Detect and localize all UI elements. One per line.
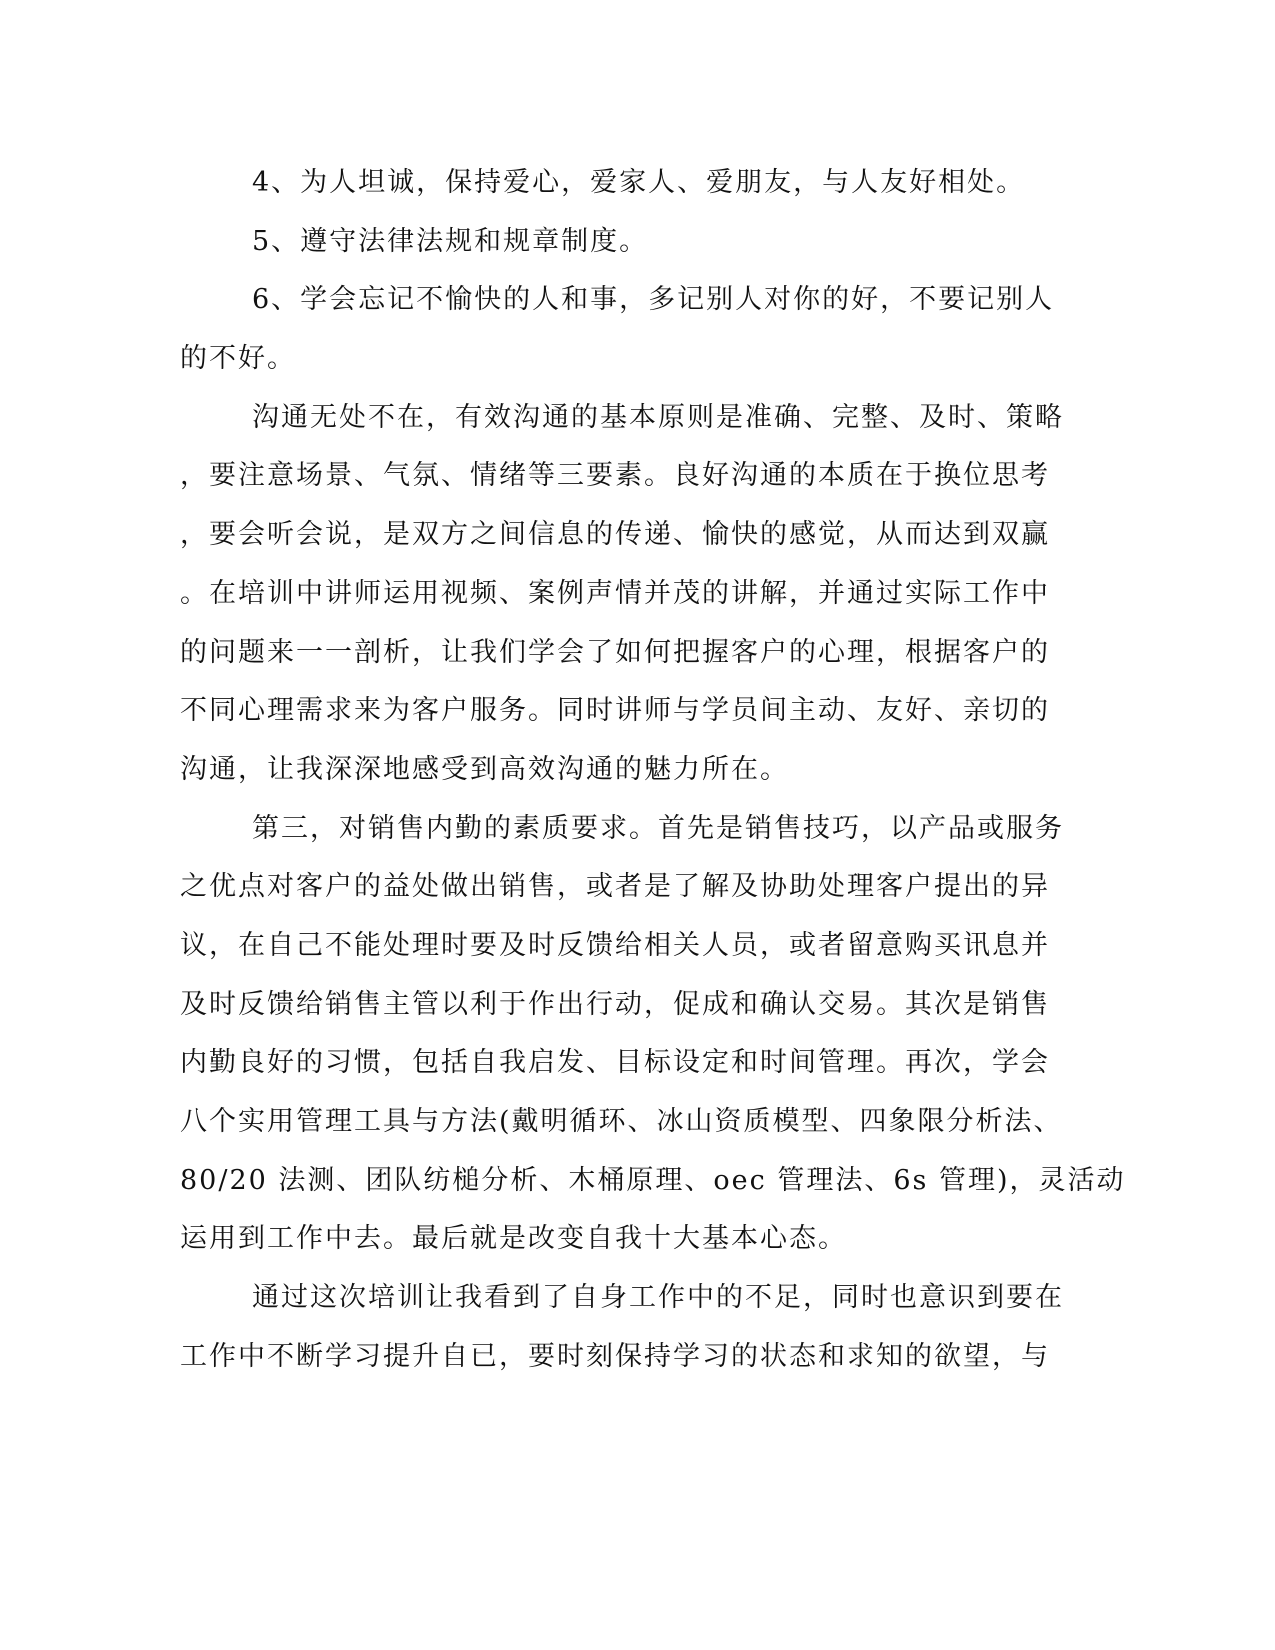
document-body	[180, 154, 1126, 1386]
text-line: ，要会听会说，是双方之间信息的传递、愉快的感觉，从而达到双赢	[180, 519, 1050, 551]
text-line: 之优点对客户的益处做出销售，或者是了解及协助处理客户提出的异	[180, 871, 1050, 903]
text-line: 议，在自己不能处理时要及时反馈给相关人员，或者留意购买讯息并	[180, 929, 1050, 961]
text-line: ，要注意场景、气氛、情绪等三要素。良好沟通的本质在于换位思考	[180, 460, 1050, 492]
text-line: 工作中不断学习提升自已，要时刻保持学习的状态和求知的欲望，与	[180, 1340, 1050, 1372]
text-line: 的不好。	[180, 343, 296, 375]
text-line: 的问题来一一剖析，让我们学会了如何把握客户的心理，根据客户的	[180, 636, 1050, 668]
text-line: 第三，对销售内勤的素质要求。首先是销售技巧，以产品或服务	[252, 812, 1064, 844]
text-line: 6、学会忘记不愉快的人和事，多记别人对你的好，不要记别人	[252, 284, 1055, 316]
text-line: 通过这次培训让我看到了自身工作中的不足，同时也意识到要在	[252, 1282, 1064, 1314]
text-line: 及时反馈给销售主管以利于作出行动，促成和确认交易。其次是销售	[180, 988, 1050, 1020]
text-line: 内勤良好的习惯，包括自我启发、目标设定和时间管理。再次，学会	[180, 1047, 1050, 1079]
text-line: 不同心理需求来为客户服务。同时讲师与学员间主动、友好、亲切的	[180, 695, 1050, 727]
text-line: 。在培训中讲师运用视频、案例声情并茂的讲解，并通过实际工作中	[180, 577, 1050, 609]
text-line: 4、为人坦诚，保持爱心，爱家人、爱朋友，与人友好相处。	[252, 167, 1026, 198]
text-line: 八个实用管理工具与方法(戴明循环、冰山资质模型、四象限分析法、	[180, 1106, 1063, 1137]
text-line: 沟通无处不在，有效沟通的基本原则是准确、完整、及时、策略	[252, 401, 1064, 433]
text-line: 运用到工作中去。最后就是改变自我十大基本心态。	[180, 1223, 847, 1255]
text-line: 80/20 法测、团队纺槌分析、木桶原理、oec 管理法、6s 管理)，灵活动	[180, 1164, 1126, 1196]
text-line: 沟通，让我深深地感受到高效沟通的魅力所在。	[180, 753, 789, 785]
text-line: 5、遵守法律法规和规章制度。	[252, 225, 649, 257]
